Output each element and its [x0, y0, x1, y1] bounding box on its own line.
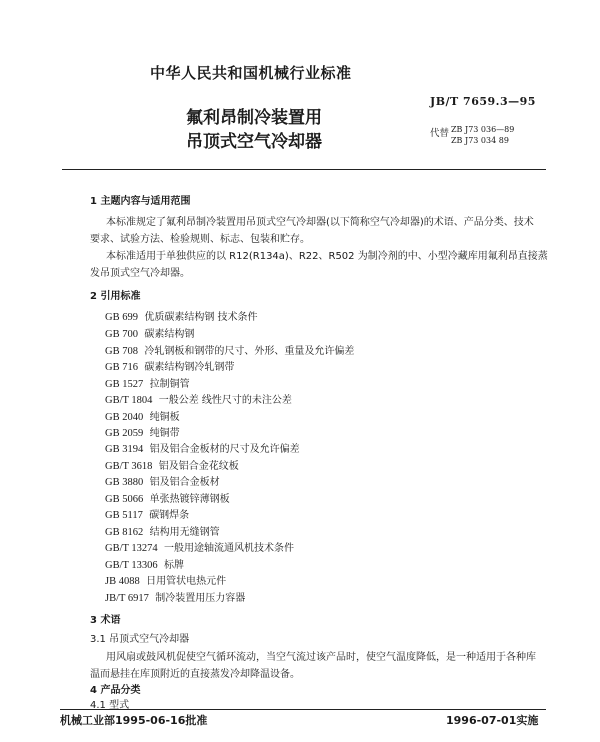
reference-item	[105, 391, 292, 406]
approval-date: 机械工业部1995-06-16批准	[60, 714, 208, 727]
section-1-para-2-line-2: 发吊顶式空气冷却器。	[90, 268, 190, 279]
reference-code: GB 5117	[105, 510, 143, 521]
title-line-2: 吊顶式空气冷却器	[186, 132, 322, 152]
reference-code: GB/T 13274	[105, 543, 158, 554]
reference-code: GB 699	[105, 312, 138, 323]
reference-code: GB 8162	[105, 527, 144, 538]
reference-item	[105, 556, 184, 571]
reference-code: GB 5066	[105, 494, 144, 505]
reference-title: 优质碳素结构钢 技术条件	[144, 312, 258, 323]
section-3-1-heading: 3.1 吊顶式空气冷却器	[90, 634, 190, 645]
section-3-heading: 3 术语	[90, 615, 121, 626]
reference-item	[105, 408, 180, 423]
section-1-para-2-line-1: 本标准适用于单独供应的以 R12(R134a)、R22、R502 为制冷剂的中、小型冷藏库用氟利昂直接蒸	[106, 251, 548, 262]
reference-item	[105, 523, 220, 538]
reference-item	[105, 375, 190, 390]
reference-title: 拉制铜管	[149, 379, 190, 390]
standard-number: JB/T 7659.3—95	[430, 95, 536, 108]
reference-title: 一般用途轴流通风机技术条件	[163, 543, 294, 554]
reference-code: JB 4088	[105, 576, 140, 587]
reference-code: GB 2059	[105, 428, 144, 439]
reference-title: 铝及铝合金板材	[149, 477, 220, 488]
reference-title: 制冷装置用压力容器	[155, 593, 246, 604]
reference-item	[105, 342, 354, 357]
reference-code: GB 700	[105, 329, 138, 340]
reference-item	[105, 424, 180, 439]
reference-title: 冷轧钢板和钢带的尺寸、外形、重量及允许偏差	[144, 346, 355, 357]
section-1-para-1-line-2: 要求、试验方法、检验规则、标志、包装和贮存。	[90, 234, 310, 245]
reference-title: 铝及铝合金板材的尺寸及允许偏差	[149, 444, 300, 455]
footer-rule	[60, 709, 546, 710]
reference-code: GB 3194	[105, 444, 144, 455]
header-rule	[62, 169, 546, 170]
section-3-para-line-1: 用风扇或鼓风机促使空气循环流动，当空气流过该产品时，使空气温度降低，是一种适用于各种库	[106, 652, 536, 663]
reference-title: 单张热镀锌薄钢板	[149, 494, 230, 505]
reference-title: 碳钢焊条	[149, 510, 190, 521]
section-2-heading: 2 引用标准	[90, 291, 141, 302]
reference-code: GB 1527	[105, 379, 144, 390]
reference-item	[105, 506, 189, 521]
reference-title: 日用管状电热元件	[146, 576, 227, 587]
section-4-heading: 4 产品分类	[90, 685, 141, 696]
reference-item	[105, 589, 245, 604]
section-1-para-1-line-1: 本标准规定了氟利昂制冷装置用吊顶式空气冷却器(以下简称空气冷却器)的术语、产品分类、技术	[106, 217, 534, 228]
reference-title: 铝及铝合金花纹板	[158, 461, 239, 472]
reference-code: JB/T 6917	[105, 593, 149, 604]
reference-item	[105, 539, 294, 554]
reference-code: GB/T 3618	[105, 461, 153, 472]
reference-code: GB 2040	[105, 412, 144, 423]
section-1-heading: 1 主题内容与适用范围	[90, 196, 191, 207]
reference-title: 碳素结构钢	[144, 329, 195, 340]
reference-title: 一般公差 线性尺寸的未注公差	[158, 395, 292, 406]
reference-title: 结构用无缝钢管	[149, 527, 220, 538]
reference-item	[105, 572, 226, 587]
reference-item	[105, 457, 239, 472]
reference-title: 纯铜板	[149, 412, 180, 423]
reference-code: GB/T 1804	[105, 395, 153, 406]
reference-code: GB 708	[105, 346, 138, 357]
reference-item	[105, 325, 194, 340]
replaces-label: 代替	[430, 128, 450, 139]
reference-code: GB 3880	[105, 477, 144, 488]
title-line-1: 氟利昂制冷装置用	[186, 108, 322, 128]
reference-title: 标牌	[163, 560, 184, 571]
section-3-para-line-2: 温而悬挂在库顶附近的直接蒸发冷却降温设备。	[90, 669, 300, 680]
reference-code: GB 716	[105, 362, 138, 373]
section-4-1-heading: 4.1 型式	[90, 700, 130, 711]
reference-code: GB/T 13306	[105, 560, 158, 571]
reference-item	[105, 473, 220, 488]
reference-item	[105, 308, 258, 323]
implementation-date: 1996-07-01实施	[446, 714, 539, 727]
reference-item	[105, 358, 234, 373]
reference-item	[105, 440, 300, 455]
reference-title: 碳素结构钢冷轧钢带	[144, 362, 235, 373]
issuer-header: 中华人民共和国机械行业标准	[150, 64, 352, 82]
reference-title: 纯铜带	[149, 428, 180, 439]
replaces-standard-2: ZB J73 034 89	[451, 136, 509, 145]
reference-item	[105, 490, 230, 505]
replaces-standard-1: ZB J73 036—89	[451, 125, 515, 134]
